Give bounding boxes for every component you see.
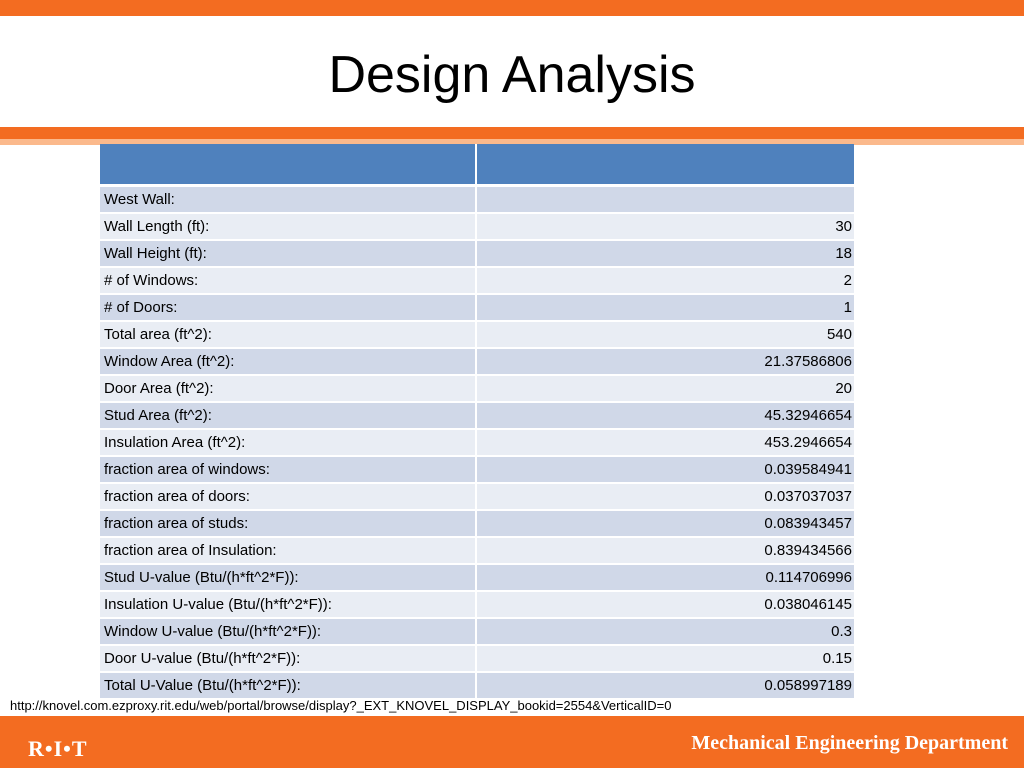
row-label: Door U-value (Btu/(h*ft^2*F)): xyxy=(100,645,476,672)
table-row xyxy=(100,213,854,240)
row-value: 45.32946654 xyxy=(476,402,854,429)
table-row xyxy=(100,402,854,429)
row-label: fraction area of windows: xyxy=(100,456,476,483)
row-label: Total area (ft^2): xyxy=(100,321,476,348)
row-value: 540 xyxy=(476,321,854,348)
row-value: 0.839434566 xyxy=(476,537,854,564)
row-value xyxy=(476,186,854,214)
top-accent-bar xyxy=(0,0,1024,16)
row-value: 30 xyxy=(476,213,854,240)
row-value: 2 xyxy=(476,267,854,294)
row-label: Insulation U-value (Btu/(h*ft^2*F)): xyxy=(100,591,476,618)
department-name: Mechanical Engineering Department xyxy=(691,732,1008,754)
row-label: Window U-value (Btu/(h*ft^2*F)): xyxy=(100,618,476,645)
table-row xyxy=(100,240,854,267)
row-label: fraction area of doors: xyxy=(100,483,476,510)
table-row xyxy=(100,591,854,618)
table-row xyxy=(100,267,854,294)
row-value: 0.058997189 xyxy=(476,672,854,699)
table-row xyxy=(100,564,854,591)
row-value: 21.37586806 xyxy=(476,348,854,375)
row-value: 20 xyxy=(476,375,854,402)
row-value: 0.083943457 xyxy=(476,510,854,537)
row-value: 0.15 xyxy=(476,645,854,672)
table-header-row xyxy=(100,144,854,186)
footer-bar xyxy=(0,716,1024,768)
row-label: Total U-Value (Btu/(h*ft^2*F)): xyxy=(100,672,476,699)
row-label: fraction area of Insulation: xyxy=(100,537,476,564)
row-label: # of Windows: xyxy=(100,267,476,294)
table-row xyxy=(100,375,854,402)
row-label: Stud Area (ft^2): xyxy=(100,402,476,429)
row-value: 0.3 xyxy=(476,618,854,645)
row-value: 0.037037037 xyxy=(476,483,854,510)
table-row xyxy=(100,321,854,348)
row-label: Door Area (ft^2): xyxy=(100,375,476,402)
rit-logo: R•I•T xyxy=(28,736,88,761)
row-label: # of Doors: xyxy=(100,294,476,321)
row-value: 0.114706996 xyxy=(476,564,854,591)
design-analysis-table xyxy=(100,144,854,700)
table-row xyxy=(100,618,854,645)
row-label: Stud U-value (Btu/(h*ft^2*F)): xyxy=(100,564,476,591)
table-row xyxy=(100,645,854,672)
table-row xyxy=(100,672,854,699)
slide-title: Design Analysis xyxy=(328,46,696,104)
row-value: 18 xyxy=(476,240,854,267)
title-divider xyxy=(0,127,1024,145)
row-label: Wall Length (ft): xyxy=(100,213,476,240)
table-row xyxy=(100,456,854,483)
table-row xyxy=(100,510,854,537)
table-header-cell xyxy=(100,144,476,186)
row-value: 0.039584941 xyxy=(476,456,854,483)
table-row xyxy=(100,429,854,456)
table-row xyxy=(100,186,854,214)
row-label: West Wall: xyxy=(100,186,476,214)
table-row xyxy=(100,537,854,564)
row-value: 0.038046145 xyxy=(476,591,854,618)
row-label: Window Area (ft^2): xyxy=(100,348,476,375)
row-value: 453.2946654 xyxy=(476,429,854,456)
row-label: Insulation Area (ft^2): xyxy=(100,429,476,456)
table-row xyxy=(100,483,854,510)
source-url: http://knovel.com.ezproxy.rit.edu/web/portal/browse/display?_EXT_KNOVEL_DISPLAY_bookid=2554&VerticalID=0 xyxy=(10,698,672,713)
row-label: fraction area of studs: xyxy=(100,510,476,537)
table-row xyxy=(100,348,854,375)
row-value: 1 xyxy=(476,294,854,321)
table-row xyxy=(100,294,854,321)
table-header-cell xyxy=(476,144,854,186)
row-label: Wall Height (ft): xyxy=(100,240,476,267)
